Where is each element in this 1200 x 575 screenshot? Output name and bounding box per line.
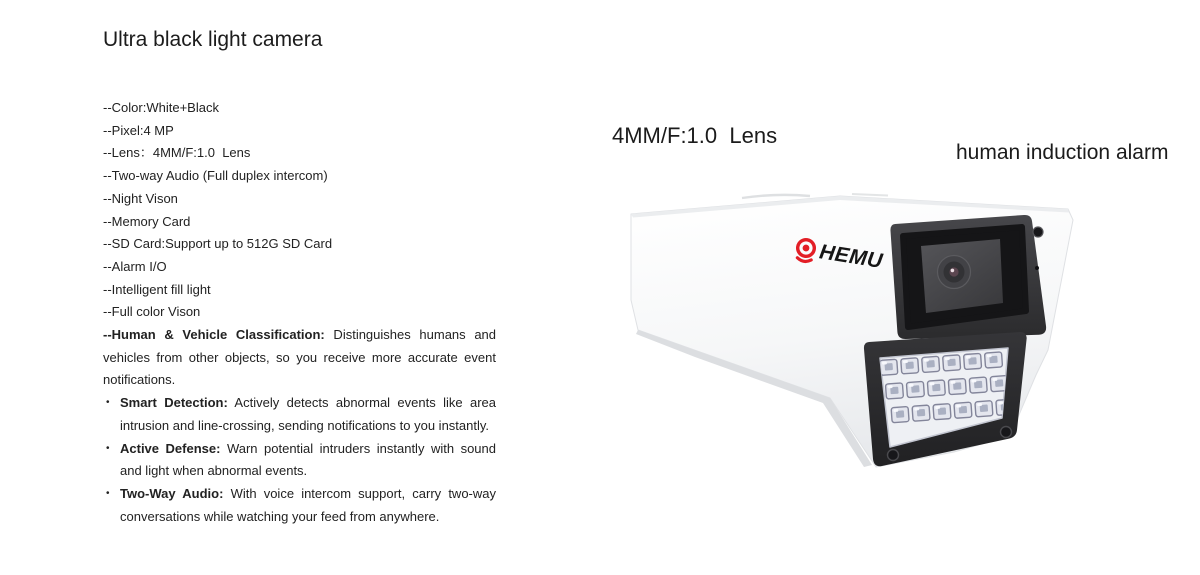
- feature-item-smart-detection: [103, 392, 496, 437]
- feature-item-two-way-audio: [103, 483, 496, 528]
- alarm-callout-label: human induction alarm: [956, 141, 1169, 164]
- lens-callout-label: 4MM/F:1.0 Lens: [612, 123, 778, 148]
- led-panel: [864, 332, 1027, 466]
- feature-lead: Active Defense:: [120, 440, 221, 456]
- feature-text: Actively detects abnormal events like area intrusion and line-crossing, sending notifications to you instantly.: [120, 395, 496, 433]
- spec-text-column: [103, 97, 496, 528]
- page-title: Ultra black light camera: [103, 28, 323, 51]
- feature-lead: Two-Way Audio:: [120, 485, 224, 501]
- camera-illustration: [624, 190, 1084, 510]
- screw-icon: [1033, 227, 1043, 237]
- spec-line: --Alarm I/O: [103, 258, 167, 274]
- camera-lens: [938, 256, 971, 289]
- spec-line: --Memory Card: [103, 213, 191, 229]
- spec-line: --Intelligent fill light: [103, 281, 211, 297]
- feature-item-active-defense: [103, 438, 496, 483]
- spec-line: --Night Vison: [103, 190, 178, 206]
- bullet-icon: •: [106, 487, 110, 499]
- classification-text: Distinguishes humans and vehicles from other objects, so you receive more accurate event notifications.: [103, 327, 497, 388]
- camera-svg: [624, 190, 1084, 510]
- mount-mark: [852, 194, 888, 196]
- spec-line: --Two-way Audio (Full duplex intercom): [103, 168, 328, 184]
- bullet-icon: •: [106, 442, 110, 454]
- screw-icon: [888, 450, 899, 461]
- classification-lead: --Human & Vehicle Classification:: [103, 327, 325, 343]
- bullet-icon: •: [106, 397, 110, 409]
- brand-text: HEMU: [817, 240, 885, 274]
- feature-text: Warn potential intruders instantly with sound and light when abnormal events.: [120, 440, 496, 479]
- classification-paragraph: [103, 324, 496, 392]
- feature-text: With voice intercom support, carry two-way conversations while watching your feed from anywhere.: [120, 485, 497, 524]
- feature-lead: Smart Detection:: [120, 395, 228, 411]
- front-lens-panel: [890, 215, 1046, 339]
- spec-line: --Full color Vison: [103, 304, 201, 320]
- mic-hole-icon: [1035, 266, 1039, 270]
- spec-line: --SD Card:Support up to 512G SD Card: [103, 236, 333, 252]
- spec-line: --Lens：4MM/F:1.0 Lens: [103, 145, 251, 161]
- spec-line: --Pixel:4 MP: [103, 122, 174, 138]
- spec-line: --Color:White+Black: [103, 100, 219, 115]
- mount-mark: [742, 195, 810, 198]
- screw-icon: [1001, 427, 1012, 438]
